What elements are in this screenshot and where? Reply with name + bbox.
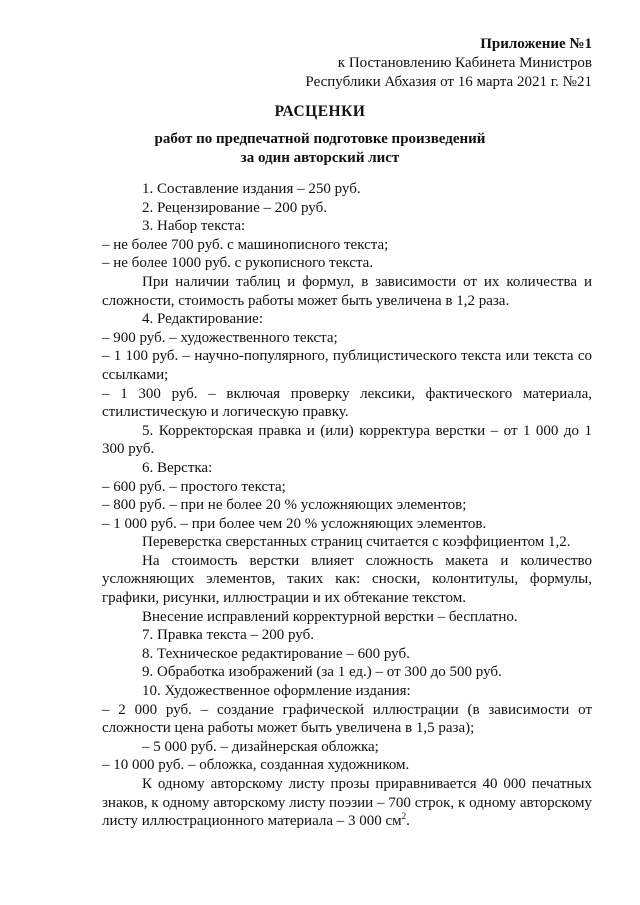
paragraph: – 1 000 руб. – при более чем 20 % усложняющих элементов. xyxy=(102,515,487,532)
annex-number: Приложение №1 xyxy=(480,36,592,52)
final-paragraph xyxy=(102,775,592,831)
paragraph: 5. Корректорская правка и (или) корректура верстки – от 1 000 до 1 300 руб. xyxy=(102,422,592,458)
final-paragraph-text: К одному авторскому листу прозы приравнивается 40 000 печатных знаков, к одному авторскому листу поэзии – 700 строк, к одному авторскому листу иллюстрационного материала – 3 000 см xyxy=(102,776,592,830)
subtitle-line-1: работ по предпечатной подготовке произведений xyxy=(154,131,486,147)
paragraph: 6. Верстка: xyxy=(142,459,213,476)
paragraph: – 5 000 руб. – дизайнерская обложка; xyxy=(142,738,379,755)
document-body xyxy=(102,180,592,831)
document-header xyxy=(305,35,592,92)
paragraph: Внесение исправлений корректурной верстки – бесплатно. xyxy=(142,608,518,625)
paragraph: – не более 1000 руб. с рукописного текста. xyxy=(102,255,374,272)
paragraph: 2. Рецензирование – 200 руб. xyxy=(142,199,327,216)
paragraph: На стоимость верстки влияет сложность макета и количество усложняющих элементов, таких как: сноски, колонтитулы, формулы, графики, рисунки, иллюстрации и их обтекание текстом. xyxy=(102,552,592,607)
superscript-unit: 2 xyxy=(401,811,407,822)
paragraph: – 10 000 руб. – обложка, созданная художником. xyxy=(102,757,410,774)
paragraph: 4. Редактирование: xyxy=(142,311,263,328)
paragraph: 10. Художественное оформление издания: xyxy=(142,683,411,700)
paragraph: При наличии таблиц и формул, в зависимости от их количества и сложности, стоимость работы может быть увеличена в 1,2 раза. xyxy=(102,273,592,309)
resolution-date: Республики Абхазия от 16 марта 2021 г. №21 xyxy=(305,74,592,90)
paragraph: 7. Правка текста – 200 руб. xyxy=(142,627,314,644)
paragraph: Переверстка сверстанных страниц считается с коэффициентом 1,2. xyxy=(142,534,571,551)
document-title: РАСЦЕНКИ xyxy=(274,103,366,120)
resolution-reference: к Постановлению Кабинета Министров xyxy=(337,55,592,71)
paragraph: – 600 руб. – простого текста; xyxy=(102,478,286,495)
paragraph: 8. Техническое редактирование – 600 руб. xyxy=(142,645,410,662)
paragraph: – 800 руб. – при не более 20 % усложняющих элементов; xyxy=(102,497,467,514)
paragraph: – не более 700 руб. с машинописного текста; xyxy=(102,236,389,253)
paragraph: – 1 300 руб. – включая проверку лексики, фактического материала, стилистическую и логическую правку. xyxy=(102,385,592,421)
paragraph: – 2 000 руб. – создание графической иллюстрации (в зависимости от сложности цена работы может быть увеличена в 1,5 раза); xyxy=(102,701,592,737)
paragraph: 9. Обработка изображений (за 1 ед.) – от 300 до 500 руб. xyxy=(142,664,502,681)
paragraph: – 900 руб. – художественного текста; xyxy=(102,329,338,346)
paragraph: 1. Составление издания – 250 руб. xyxy=(142,181,361,197)
paragraph: – 1 100 руб. – научно-популярного, публицистического текста или текста со ссылками; xyxy=(102,348,592,383)
final-paragraph-end: . xyxy=(406,813,410,830)
paragraph: 3. Набор текста: xyxy=(142,218,246,235)
subtitle-line-2: за один авторский лист xyxy=(240,150,400,166)
document-subtitle xyxy=(0,130,640,168)
